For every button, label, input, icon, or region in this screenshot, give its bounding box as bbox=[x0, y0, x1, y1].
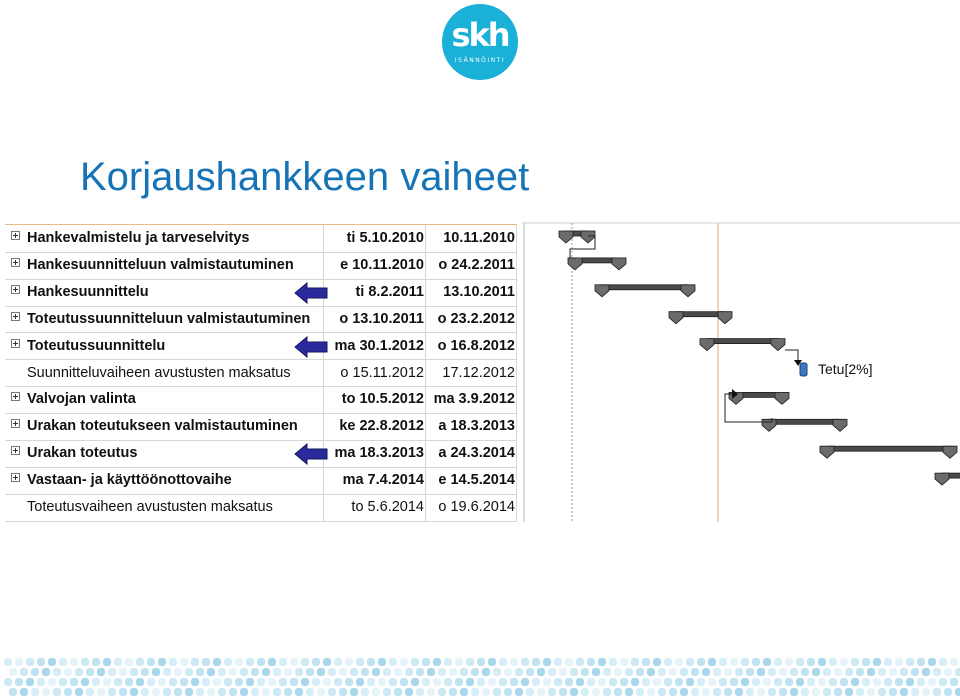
gantt-summary-bar bbox=[820, 446, 957, 458]
table-row bbox=[5, 279, 517, 307]
table-row bbox=[5, 494, 517, 522]
task-table bbox=[5, 224, 517, 522]
table-row bbox=[5, 360, 517, 388]
expand-icon[interactable] bbox=[11, 339, 20, 348]
milestone-marker bbox=[800, 363, 807, 376]
skh-logo bbox=[442, 4, 518, 80]
task-name: Toteutussuunnittelu bbox=[27, 337, 166, 354]
table-row bbox=[5, 413, 517, 441]
gantt-summary-bar bbox=[700, 339, 785, 351]
task-end: a 18.3.2013 bbox=[438, 418, 515, 435]
gantt-summary-bar bbox=[762, 419, 847, 431]
arrow-left-icon bbox=[294, 443, 328, 465]
expand-icon[interactable] bbox=[11, 258, 20, 267]
task-end: o 16.8.2012 bbox=[437, 337, 515, 354]
gantt-summary-bar bbox=[935, 473, 960, 485]
arrow-left-icon bbox=[294, 336, 328, 358]
expand-icon[interactable] bbox=[11, 419, 20, 428]
task-end: a 24.3.2014 bbox=[438, 445, 515, 462]
dependency-connector bbox=[785, 350, 798, 360]
table-row bbox=[5, 333, 517, 361]
task-start: e 10.11.2010 bbox=[340, 256, 424, 273]
task-end: o 24.2.2011 bbox=[438, 256, 515, 273]
slide-title: Korjaushankkeen vaiheet bbox=[80, 155, 530, 199]
task-start: ke 22.8.2012 bbox=[339, 418, 424, 435]
task-name: Toteutussuunnitteluun valmistautuminen bbox=[27, 310, 311, 327]
task-start: o 15.11.2012 bbox=[340, 364, 424, 381]
table-row bbox=[5, 440, 517, 468]
task-end: 10.11.2010 bbox=[443, 230, 515, 246]
task-name: Toteutusvaiheen avustusten maksatus bbox=[27, 499, 273, 515]
task-start: to 10.5.2012 bbox=[341, 391, 424, 408]
task-end: 17.12.2012 bbox=[442, 364, 515, 381]
table-row bbox=[5, 467, 517, 495]
task-start: ma 18.3.2013 bbox=[334, 445, 424, 462]
task-end: ma 3.9.2012 bbox=[433, 391, 515, 408]
logo-main-text: skh bbox=[451, 16, 509, 54]
task-name: Valvojan valinta bbox=[27, 391, 136, 408]
gantt-summary-bar bbox=[595, 285, 695, 297]
expand-icon[interactable] bbox=[11, 392, 20, 401]
task-end: o 23.2.2012 bbox=[437, 310, 515, 327]
task-name: Hankesuunnitteluun valmistautuminen bbox=[27, 256, 294, 273]
task-name: Hankesuunnittelu bbox=[27, 283, 149, 300]
table-row bbox=[5, 306, 517, 334]
gantt-summary-bar bbox=[559, 231, 595, 243]
arrow-left-icon bbox=[294, 282, 328, 304]
gantt-summary-bar bbox=[669, 312, 732, 324]
task-start: to 5.6.2014 bbox=[351, 499, 424, 515]
task-start: o 13.10.2011 bbox=[339, 310, 424, 327]
task-end: o 19.6.2014 bbox=[438, 499, 515, 515]
task-end: e 14.5.2014 bbox=[438, 472, 515, 489]
task-start: ti 8.2.2011 bbox=[355, 283, 424, 300]
gantt-summary-bar bbox=[729, 392, 789, 404]
task-end: 13.10.2011 bbox=[443, 283, 515, 300]
expand-icon[interactable] bbox=[11, 473, 20, 482]
task-name: Urakan toteutukseen valmistautuminen bbox=[27, 418, 298, 435]
expand-icon[interactable] bbox=[11, 285, 20, 294]
milestone-label: Tetu[2%] bbox=[818, 361, 873, 377]
table-row bbox=[5, 386, 517, 414]
expand-icon[interactable] bbox=[11, 446, 20, 455]
decorative-dot-pattern bbox=[0, 655, 960, 700]
gantt-summary-bar bbox=[568, 258, 626, 270]
table-row bbox=[5, 252, 517, 280]
task-name: Hankevalmistelu ja tarveselvitys bbox=[27, 230, 250, 246]
table-row bbox=[5, 225, 517, 253]
task-start: ma 30.1.2012 bbox=[334, 337, 424, 354]
task-name: Vastaan- ja käyttöönottovaihe bbox=[27, 472, 232, 489]
task-name: Suunnitteluvaiheen avustusten maksatus bbox=[27, 364, 291, 381]
expand-icon[interactable] bbox=[11, 312, 20, 321]
task-name: Urakan toteutus bbox=[27, 445, 138, 462]
expand-icon[interactable] bbox=[11, 231, 20, 240]
gantt-chart bbox=[522, 220, 960, 522]
task-start: ti 5.10.2010 bbox=[346, 230, 424, 246]
logo-sub-text: ISÄNNÖINTI bbox=[454, 57, 506, 64]
task-start: ma 7.4.2014 bbox=[342, 472, 424, 489]
